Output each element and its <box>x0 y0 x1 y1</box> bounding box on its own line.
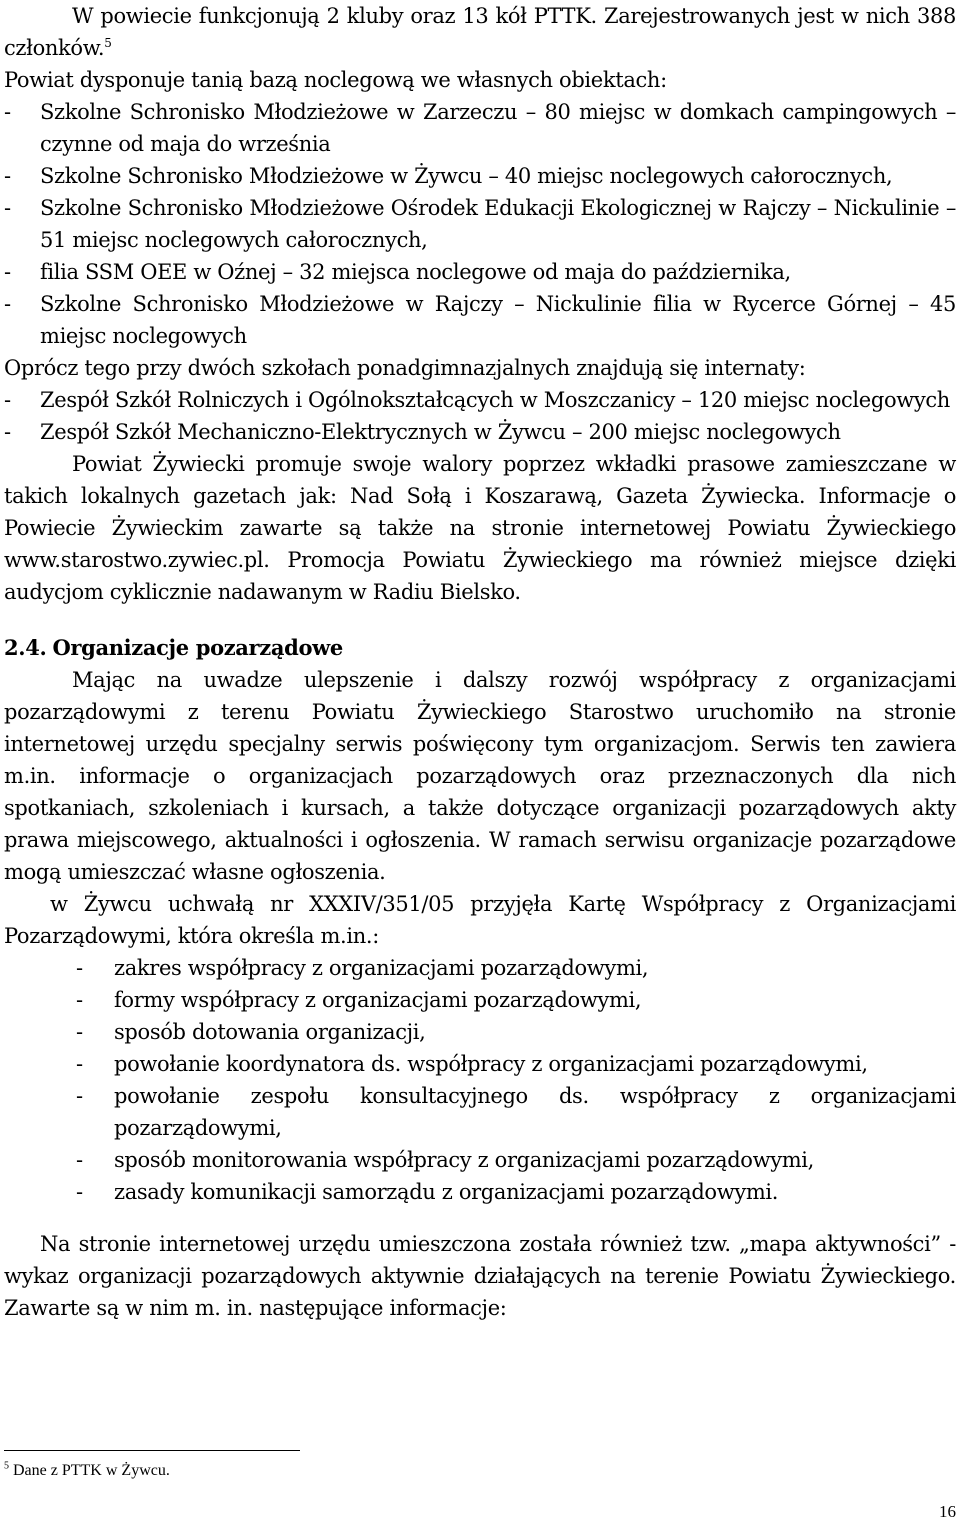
internat-intro: Oprócz tego przy dwóch szkołach ponadgimnazjalnych znajdują się internaty: <box>4 356 806 380</box>
page-number: 16 <box>939 1502 956 1521</box>
pttk-text: W powiecie funkcjonują 2 kluby oraz 13 kół PTTK. Zarejestrowanych jest w nich 388 członków. <box>4 4 956 60</box>
list-dash: - <box>4 420 11 444</box>
list-item-text: powołanie koordynatora ds. współpracy z organizacjami pozarządowymi, <box>114 1052 868 1076</box>
list-dash: - <box>76 1148 83 1172</box>
list-item-text: Zespół Szkół Mechaniczno-Elektrycznych w Żywcu – 200 miejsc noclegowych <box>40 420 841 444</box>
promotion-paragraph: Powiat Żywiecki promuje swoje walory poprzez wkładki prasowe zamieszczane w takich lokalnych gazetach jak: Nad Sołą i Koszarawą, Gazeta Żywiecka. Informacje o Powiecie Żywieckim zawarte są także na stronie internetowej Powiatu Żywieckiego www.starostwo.zywiec.pl. Promocja Powiatu Żywieckiego ma również miejsce dzięki audycjom cyklicznie nadawanym w Radiu Bielsko. <box>4 452 956 604</box>
lodging-list <box>4 96 956 352</box>
ngo-paragraph: Mając na uwadze ulepszenie i dalszy rozwój współpracy z organizacjami pozarządowymi z terenu Powiatu Żywieckiego Starostwo uruchomiło na stronie internetowej urzędu specjalny serwis poświęcony tym organizacjom. Serwis ten zawiera m.in. informacje o organizacjach pozarządowych oraz przeznaczonych dla nich spotkaniach, szkoleniach i kursach, a także dotyczące organizacji pozarządowych akty prawa miejscowego, aktualności i ogłoszenia. W ramach serwisu organizacje pozarządowe mogą umieszczać własne ogłoszenia. <box>4 668 956 884</box>
list-item <box>4 952 956 984</box>
list-item-text: Zespół Szkół Rolniczych i Ogólnokształcących w Moszczanicy – 120 miejsc noclegowych <box>40 388 950 412</box>
list-dash: - <box>4 196 11 220</box>
list-item-text: zasady komunikacji samorządu z organizacjami pozarządowymi. <box>114 1180 779 1204</box>
list-item-text: formy współpracy z organizacjami pozarządowymi, <box>114 988 642 1012</box>
footnote-divider <box>4 1450 300 1451</box>
list-dash: - <box>76 1084 83 1108</box>
footnote-text: Dane z PTTK w Żywcu. <box>13 1462 170 1479</box>
list-item <box>4 256 956 288</box>
list-item <box>4 192 956 256</box>
paragraph-spacer <box>4 1208 956 1228</box>
section-heading <box>4 632 956 664</box>
footnote-number: 5 <box>4 1460 9 1472</box>
list-item-text: powołanie zespołu konsultacyjnego ds. współpracy z organizacjami pozarządowymi, <box>114 1084 956 1140</box>
list-item-text: filia SSM OEE w Oźnej – 32 miejsca noclegowe od maja do października, <box>40 260 791 284</box>
list-dash: - <box>4 164 11 188</box>
list-dash: - <box>76 956 83 980</box>
internat-list <box>4 384 956 448</box>
list-item <box>4 1016 956 1048</box>
list-item-text: Szkolne Schronisko Młodzieżowe w Zarzeczu – 80 miejsc w domkach campingowych – czynne od maja do września <box>40 100 956 156</box>
list-item <box>4 160 956 192</box>
list-item <box>4 416 956 448</box>
section-title: Organizacje pozarządowe <box>52 635 343 660</box>
list-dash: - <box>4 388 11 412</box>
list-item-text: sposób monitorowania współpracy z organizacjami pozarządowymi, <box>114 1148 814 1172</box>
list-item <box>4 288 956 352</box>
list-item-text: zakres współpracy z organizacjami pozarządowymi, <box>114 956 649 980</box>
list-dash: - <box>76 1180 83 1204</box>
list-dash: - <box>4 292 11 316</box>
list-item <box>4 384 956 416</box>
list-item <box>4 96 956 160</box>
list-item <box>4 1080 956 1144</box>
lodging-intro: Powiat dysponuje tanią bazą noclegową we własnych obiektach: <box>4 68 667 92</box>
list-dash: - <box>76 1052 83 1076</box>
list-item <box>4 1048 956 1080</box>
mapa-paragraph: Na stronie internetowej urzędu umieszczona została również tzw. „mapa aktywności” - wykaz organizacji pozarządowych aktywnie działających na terenie Powiatu Żywieckiego. Zawarte są w nim m. in. następujące informacje: <box>4 1232 956 1320</box>
list-item-text: sposób dotowania organizacji, <box>114 1020 426 1044</box>
list-item <box>4 1144 956 1176</box>
karta-list <box>4 952 956 1208</box>
list-item-text: Szkolne Schronisko Młodzieżowe Ośrodek Edukacji Ekologicznej w Rajczy – Nickulinie – 51 miejsc noclegowych całorocznych, <box>40 196 956 252</box>
list-item <box>4 1176 956 1208</box>
list-item-text: Szkolne Schronisko Młodzieżowe w Żywcu – 40 miejsc noclegowych całorocznych, <box>40 164 893 188</box>
karta-paragraph: w Żywcu uchwałą nr XXXIV/351/05 przyjęła Kartę Współpracy z Organizacjami Pozarządowymi, która określa m.in.: <box>4 892 956 948</box>
list-item-text: Szkolne Schronisko Młodzieżowe w Rajczy – Nickulinie filia w Rycerce Górnej – 45 miejsc noclegowych <box>40 292 956 348</box>
list-dash: - <box>76 1020 83 1044</box>
pttk-paragraph <box>4 0 956 64</box>
list-item <box>4 984 956 1016</box>
section-number: 2.4. <box>4 635 47 660</box>
list-dash: - <box>4 100 11 124</box>
list-dash: - <box>4 260 11 284</box>
footnote-reference: 5 <box>104 36 112 50</box>
list-dash: - <box>76 988 83 1012</box>
footnote <box>4 1462 170 1480</box>
